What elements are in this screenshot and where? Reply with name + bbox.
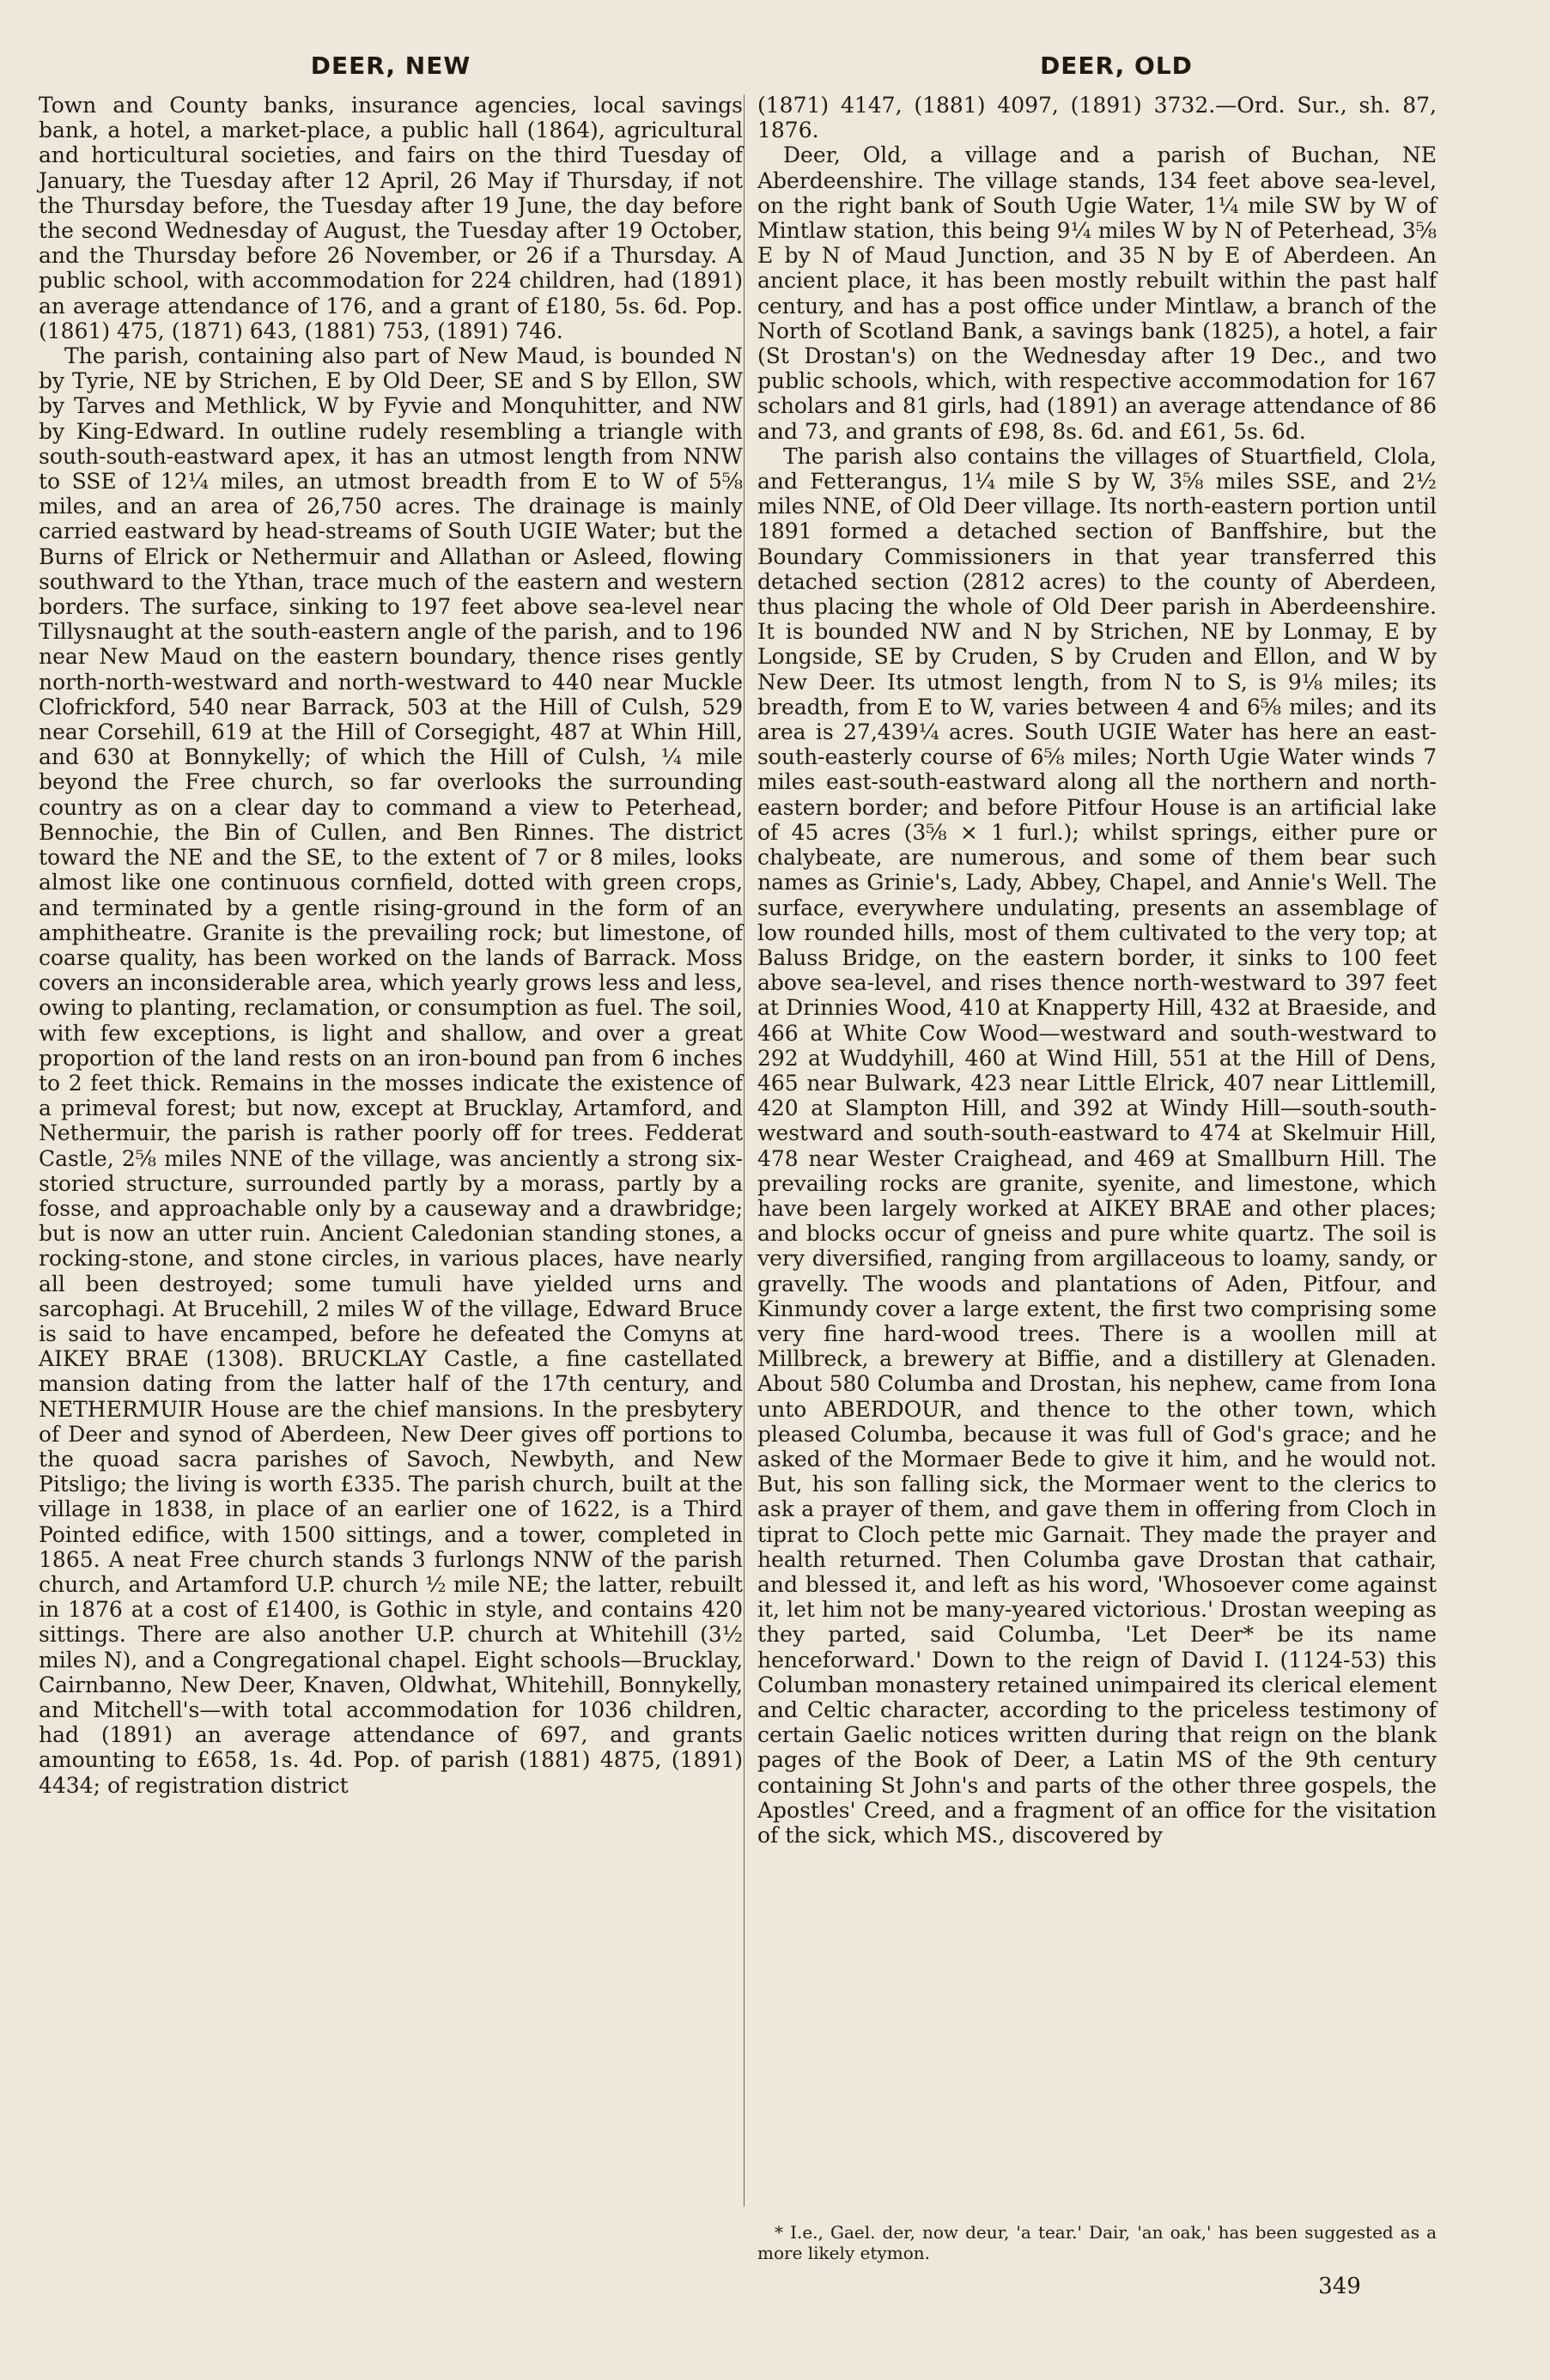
right-paragraph-1: (1871) 4147, (1881) 4097, (1891) 3732.—Ord. Sur., sh. 87, 1876. [757, 93, 1437, 143]
right-column [757, 93, 1437, 1848]
right-running-head: DEER, OLD [1040, 52, 1193, 80]
left-paragraph-2: The parish, containing also part of New Maud, is bounded N by Tyrie, NE by Strichen, E by Old Deer, SE and S by Ellon, SW by Tarves and Methlick, W by Fyvie and Monquhitter, and NW by King-Edward. In outline rudely resembling a triangle with south-south-eastward apex, it has an utmost length from NNW to SSE of 12¼ miles, an utmost breadth from E to W of 5⅝ miles, and an area of 26,750 acres. The drainage is mainly carried eastward by head-streams of South UGIE Water; but the Burns of Elrick or Nethermuir and Allathan or Asleed, flowing southward to the Ythan, trace much of the eastern and western borders. The surface, sinking to 197 feet above sea-level near Tillysnaught at the south-eastern angle of the parish, and to 196 near New Maud on the eastern boundary, thence rises gently north-north-westward and north-westward to 440 near Muckle Clofrickford, 540 near Barrack, 503 at the Hill of Culsh, 529 near Corsehill, 619 at the Hill of Corsegight, 487 at Whin Hill, and 630 at Bonnykelly; of which the Hill of Culsh, ¼ mile beyond the Free church, so far overlooks the surrounding country as on a clear day to command a view to Peterhead, Bennochie, the Bin of Cullen, and Ben Rinnes. The district toward the NE and the SE, to the extent of 7 or 8 miles, looks almost like one continuous cornfield, dotted with green crops, and terminated by a gentle rising-ground in the form of an amphitheatre. Granite is the prevailing rock; but limestone, of coarse quality, has been worked on the lands of Barrack. Moss covers an inconsiderable area, which yearly grows less and less, owing to planting, reclamation, or consumption as fuel. The soil, with few exceptions, is light and shallow, and over a great proportion of the land rests on an iron-bound pan from 6 inches to 2 feet thick. Remains in the mosses indicate the existence of a primeval forest; but now, except at Brucklay, Artamford, and Nethermuir, the parish is rather poorly off for trees. Fedderat Castle, 2⅝ miles NNE of the village, was anciently a strong six-storied structure, surrounded partly by a morass, partly by a fosse, and approachable only by a causeway and a drawbridge; but is now an utter ruin. Ancient Caledonian standing stones, a rocking-stone, and stone circles, in various places, have nearly all been destroyed; some tumuli have yielded urns and sarcophagi. At Brucehill, 2 miles W of the village, Edward Bruce is said to have encamped, before he defeated the Comyns at AIKEY BRAE (1308). BRUCKLAY Castle, a fine castellated mansion dating from the latter half of the 17th century, and NETHERMUIR House are the chief mansions. In the presbytery of Deer and synod of Aberdeen, New Deer gives off portions to the quoad sacra parishes of Savoch, Newbyth, and New Pitsligo; the living is worth £335. The parish church, built at the village in 1838, in place of an earlier one of 1622, is a Third Pointed edifice, with 1500 sittings, and a tower, completed in 1865. A neat Free church stands 3 furlongs NNW of the parish church, and Artamford U.P. church ½ mile NE; the latter, rebuilt in 1876 at a cost of £1400, is Gothic in style, and contains 420 sittings. There are also another U.P. church at Whitehill (3½ miles N), and a Congregational chapel. Eight schools—Brucklay, Cairnbanno, New Deer, Knaven, Oldwhat, Whitehill, Bonnykelly, and Mitchell's—with total accommodation for 1036 children, had (1891) an average attendance of 697, and grants amounting to £658, 1s. 4d. Pop. of parish (1881) 4875, (1891) 4434; of registration district [39, 343, 743, 1798]
right-paragraph-2: Deer, Old, a village and a parish of Buchan, NE Aberdeenshire. The village stands, 134 feet above sea-level, on the right bank of South Ugie Water, 1¼ mile SW by W of Mintlaw station, this being 9¼ miles W by N of Peterhead, 3⅝ E by N of Maud Junction, and 35 N by E of Aberdeen. An ancient place, it has been mostly rebuilt within the past half century, and has a post office under Mintlaw, a branch of the North of Scotland Bank, a savings bank (1825), a hotel, a fair (St Drostan's) on the Wednesday after 19 Dec., and two public schools, which, with respective accommodation for 167 scholars and 81 girls, had (1891) an average attendance of 86 and 73, and grants of £98, 8s. 6d. and £61, 5s. 6d. [757, 143, 1437, 444]
footnote-text: * I.e., Gael. der, now deur, 'a tear.' Dair, 'an oak,' has been suggested as a more likely etymon. [757, 2222, 1437, 2263]
page-number: 349 [1318, 2274, 1361, 2299]
left-running-head: DEER, NEW [310, 52, 471, 80]
footnote [757, 2222, 1437, 2263]
column-divider [744, 94, 745, 2207]
left-paragraph-1: Town and County banks, insurance agencies, local savings bank, a hotel, a market-place, a public hall (1864), agricultural and horticultural societies, and fairs on the third Tuesday of January, the Tuesday after 12 April, 26 May if Thursday, if not the Thursday before, the Tuesday after 19 June, the day before the second Wednesday of August, the Tuesday after 19 October, and the Thursday before 26 November, or 26 if a Thursday. A public school, with accommodation for 224 children, had (1891) an average attendance of 176, and a grant of £180, 5s. 6d. Pop. (1861) 475, (1871) 643, (1881) 753, (1891) 746. [39, 93, 743, 343]
left-column [39, 93, 743, 1798]
right-paragraph-3: The parish also contains the villages of Stuartfield, Clola, and Fetterangus, 1¼ mile S by W, 3⅝ miles SSE, and 2½ miles NNE, of Old Deer village. Its north-eastern portion until 1891 formed a detached section of Banffshire, but the Boundary Commissioners in that year transferred this detached section (2812 acres) to the county of Aberdeen, thus placing the whole of Old Deer parish in Aberdeenshire. It is bounded NW and N by Strichen, NE by Lonmay, E by Longside, SE by Cruden, S by Cruden and Ellon, and W by New Deer. Its utmost length, from N to S, is 9⅛ miles; its breadth, from E to W, varies between 4 and 6⅝ miles; and its area is 27,439¼ acres. South UGIE Water has here an east-south-easterly course of 6⅝ miles; North Ugie Water winds 7 miles east-south-eastward along all the northern and north-eastern border; and before Pitfour House is an artificial lake of 45 acres (3⅝ × 1 furl.); whilst springs, either pure or chalybeate, are numerous, and some of them bear such names as Grinie's, Lady, Abbey, Chapel, and Annie's Well. The surface, everywhere undulating, presents an assemblage of low rounded hills, most of them cultivated to the very top; at Baluss Bridge, on the eastern border, it sinks to 100 feet above sea-level, and rises thence north-westward to 397 feet at Drinnies Wood, 410 at Knapperty Hill, 432 at Braeside, and 466 at White Cow Wood—westward and south-westward to 292 at Wuddyhill, 460 at Wind Hill, 551 at the Hill of Dens, 465 near Bulwark, 423 near Little Elrick, 407 near Littlemill, 420 at Slampton Hill, and 392 at Windy Hill—south-south-westward and south-south-eastward to 474 at Skelmuir Hill, 478 near Wester Craighead, and 469 at Smallburn Hill. The prevailing rocks are granite, syenite, and limestone, which have been largely worked at AIKEY BRAE and other places; and blocks occur of gneiss and pure white quartz. The soil is very diversified, ranging from argillaceous to loamy, sandy, or gravelly. The woods and plantations of Aden, Pitfour, and Kinmundy cover a large extent, the first two comprising some very fine hard-wood trees. There is a woollen mill at Millbreck, a brewery at Biffie, and a distillery at Glenaden. About 580 Columba and Drostan, his nephew, came from Iona unto ABERDOUR, and thence to the other town, which pleased Columba, because it was full of God's grace; and he asked of the Mormaer Bede to give it him, and he would not. But, his son falling sick, the Mormaer went to the clerics to ask a prayer of them, and gave them in offering from Cloch in tiprat to Cloch pette mic Garnait. They made the prayer and health returned. Then Columba gave Drostan that cathair, and blessed it, and left as his word, 'Whosoever come against it, let him not be many-yeared victorious.' Drostan weeping as they parted, said Columba, 'Let Deer* be its name henceforward.' Down to the reign of David I. (1124-53) this Columban monastery retained unimpaired its clerical element and Celtic character, according to the priceless testimony of certain Gaelic notices written during that reign on the blank pages of the Book of Deer, a Latin MS of the 9th century containing St John's and parts of the other three gospels, the Apostles' Creed, and a fragment of an office for the visitation of the sick, which MS., discovered by [757, 443, 1437, 1849]
